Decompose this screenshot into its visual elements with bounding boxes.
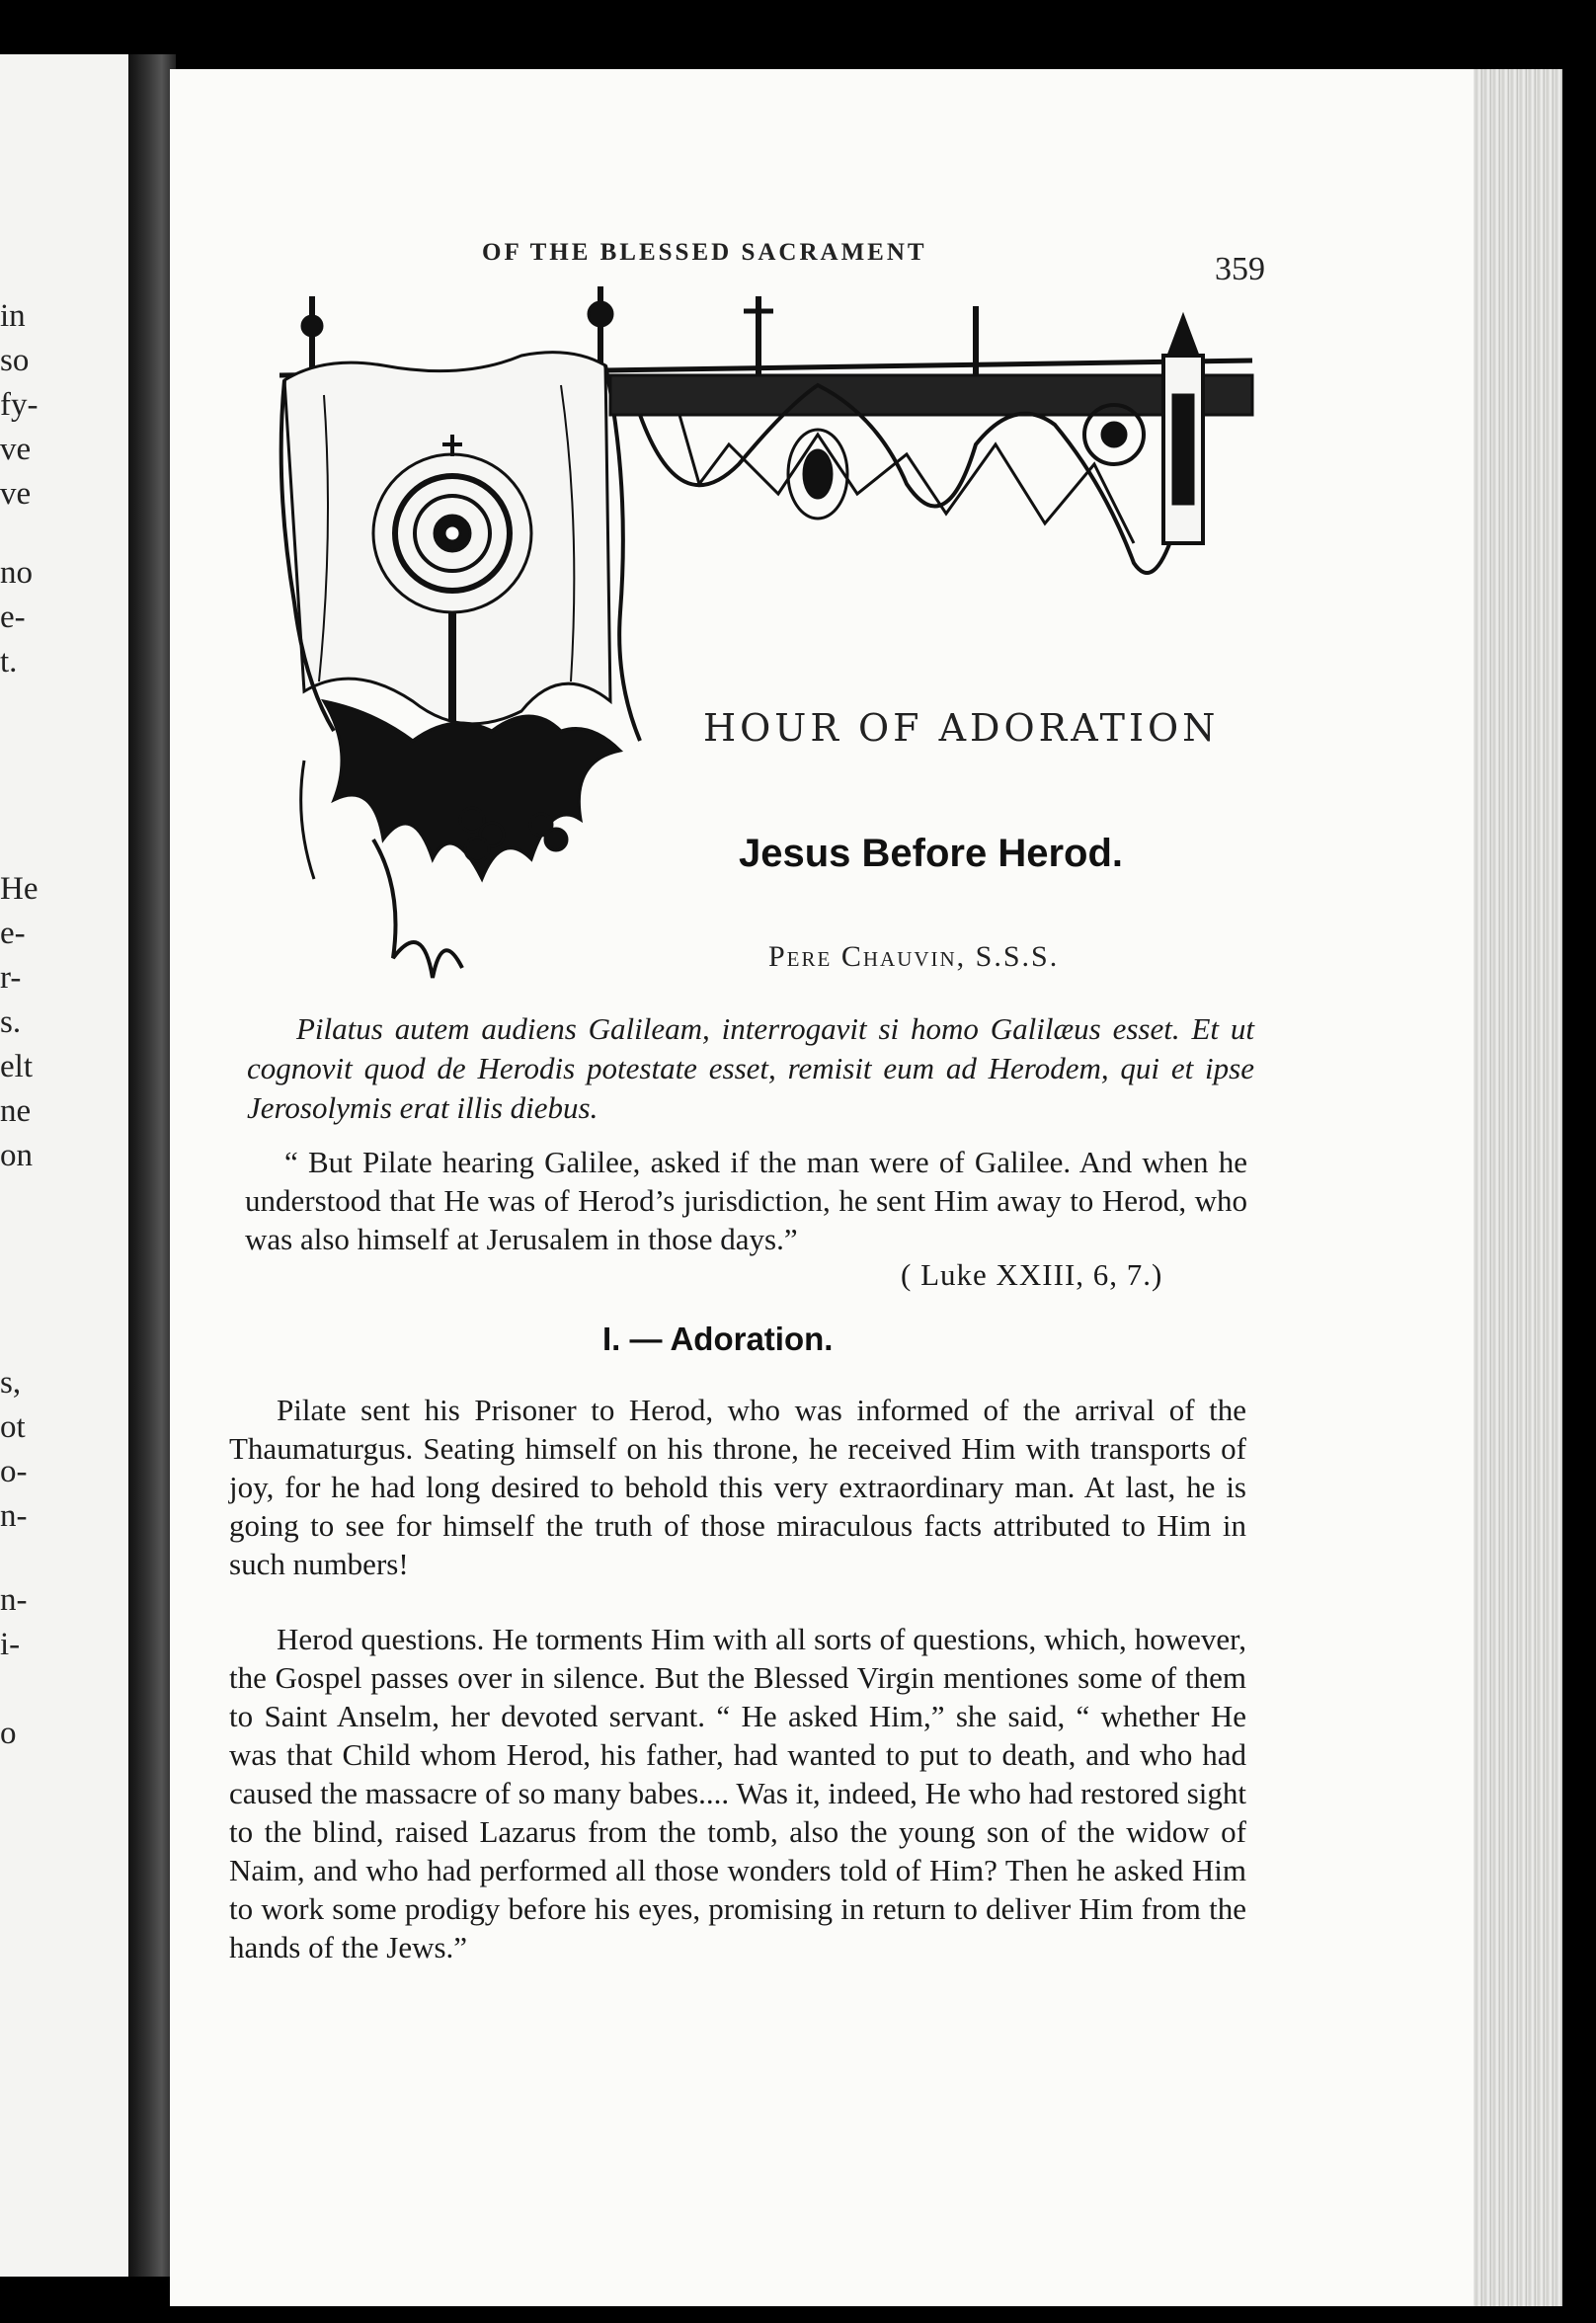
latin-epigraph: Pilatus autem audiens Galileam, interrogavit si homo Galilæus esset. Et ut cognovit quod de Herodis potestate esset, remisit eum ad Herodem, qui et ipse Jerosolymis erat illis diebus. [247, 1011, 1254, 1125]
left-page-fragment-text: o [0, 1716, 17, 1751]
left-page-fragment-text: ve [0, 432, 32, 467]
author-byline: Pere Chauvin, S.S.S. [768, 940, 1060, 973]
left-page-fragment-text: He [0, 871, 39, 907]
left-page-fragment-text: elt [0, 1049, 33, 1084]
paragraph: Pilate sent his Prisoner to Herod, who was informed of the arrival of the Thaumaturgus. Seating himself on his throne, he received Him with transports of joy, for he had long desired to behold this very extraordinary man. At last, he is going to see for himself the truth of those miraculous facts attributed to Him in such numbers! [229, 1393, 1246, 1581]
left-page-fragment-text: n- [0, 1582, 28, 1618]
left-page-text-fragments [0, 54, 128, 2277]
left-page-fragment-text: n- [0, 1498, 28, 1534]
left-page-fragment-text: so [0, 343, 30, 378]
scripture-reference: ( Luke XXIII, 6, 7.) [901, 1257, 1163, 1292]
running-head: OF THE BLESSED SACRAMENT [482, 239, 927, 266]
left-page-fragment-text: fy- [0, 387, 39, 423]
english-quote: “ But Pilate hearing Galilee, asked if the man were of Galilee. And when he understood that He was of Herod’s jurisdiction, he sent Him away to Herod, who was also himself at Jerusalem in those days.” [245, 1145, 1247, 1256]
left-page-fragment-text: ne [0, 1093, 32, 1129]
left-page-fragment-text: s, [0, 1365, 22, 1401]
book-gutter [128, 54, 176, 2277]
left-page-fragment-text: s. [0, 1004, 22, 1040]
left-page-fragment [0, 54, 128, 2277]
page-edges [1474, 69, 1562, 2306]
page-number: 359 [1215, 251, 1265, 287]
left-page-fragment-text: e- [0, 600, 26, 635]
paragraph: Herod questions. He torments Him with all sorts of questions, which, however, the Gospel passes over in silence. But the Blessed Virgin mentiones some of them to Saint Anselm, her devoted servant. “ He asked Him,” she said, “ whether He was that Child whom Herod, his father, had wanted to put to death, and who had caused the massacre of so many babes.... Was it, indeed, He who had restored sight to the blind, raised Lazarus from the tomb, also the young son of the widow of Naim, and who had performed all those wonders told of Him? Then he asked Him to work some prodigy before his eyes, promising in return to deliver Him from the hands of the Jews.” [229, 1622, 1246, 1964]
subheading: I. — Adoration. [602, 1321, 834, 1357]
article-title: Jesus Before Herod. [739, 832, 1124, 875]
left-page-fragment-text: in [0, 298, 26, 334]
left-page-fragment-text: e- [0, 916, 26, 951]
left-page-fragment-text: ve [0, 476, 32, 512]
left-page-fragment-text: t. [0, 644, 18, 680]
left-page-fragment-text: r- [0, 960, 22, 996]
left-page-fragment-text: no [0, 555, 33, 591]
decorative-engraving [265, 286, 1282, 998]
left-page-fragment-text: on [0, 1138, 33, 1173]
section-title: HOUR OF ADORATION [703, 706, 1220, 750]
left-page-fragment-text: o- [0, 1454, 28, 1489]
left-page-fragment-text: i- [0, 1627, 21, 1662]
left-page-fragment-text: ot [0, 1409, 26, 1445]
